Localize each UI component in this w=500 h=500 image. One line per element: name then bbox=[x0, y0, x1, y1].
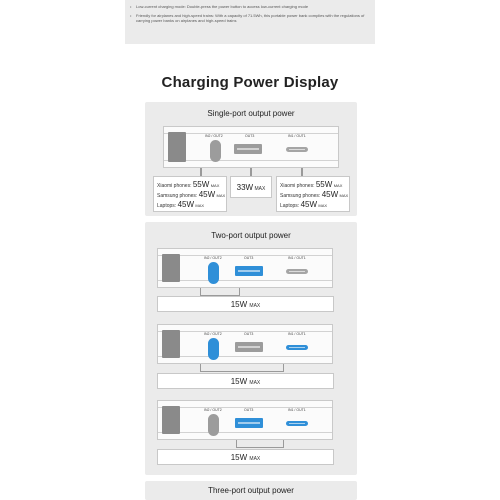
three-port-section bbox=[145, 481, 357, 500]
feature-bullet-low-current: • Low-current charging mode: Double-press the power button to access low-current charging mode bbox=[136, 4, 366, 9]
usb-a-port-icon bbox=[234, 144, 262, 154]
usb-c-port-icon bbox=[208, 414, 219, 436]
usb-c-slot-icon bbox=[286, 345, 308, 350]
power-bank-device: IN2 / OUT2 OUT3 IN1 / OUT1 bbox=[157, 324, 333, 364]
single-port-title: Single-port output power bbox=[207, 109, 295, 118]
combo-power-bar: 15W MAX bbox=[157, 296, 334, 312]
two-port-section bbox=[145, 222, 357, 475]
usb-c-slot-icon bbox=[286, 421, 308, 426]
single-middle-info: 33W MAX bbox=[230, 176, 272, 198]
combo-power-bar: 15W MAX bbox=[157, 449, 334, 465]
usb-a-port-icon bbox=[235, 418, 263, 428]
usb-c-slot-icon bbox=[286, 147, 308, 152]
single-right-info: Xiaomi phones: 55W MAX Samsung phones: 45W MAX Laptops: 45W MAX bbox=[276, 176, 350, 212]
port-label-in2: IN2 / OUT2 bbox=[205, 134, 223, 138]
usb-c-slot-icon bbox=[286, 269, 308, 274]
usb-a-port-icon bbox=[235, 342, 263, 352]
port-label-in1: IN1 / OUT1 bbox=[288, 134, 306, 138]
single-left-info: Xiaomi phones: 55W MAX Samsung phones: 45W MAX Laptops: 45W MAX bbox=[153, 176, 227, 212]
power-bank-device: IN2 / OUT2 OUT3 IN1 / OUT1 bbox=[157, 248, 333, 288]
usb-a-port-icon bbox=[235, 266, 263, 276]
combo-power-bar: 15W MAX bbox=[157, 373, 334, 389]
usb-c-port-icon bbox=[210, 140, 221, 162]
usb-c-port-icon bbox=[208, 338, 219, 360]
page-title: Charging Power Display bbox=[161, 74, 339, 91]
single-port-section bbox=[145, 102, 357, 216]
feature-bullet-airplane: • Friendly for airplanes and high-speed trains: With a capacity of 71.5Wh, this portable power bank complies with the regulations of carrying power banks on airplanes and high-speed trains bbox=[136, 13, 366, 23]
power-bank-device bbox=[163, 126, 339, 168]
port-label-out3: OUT3 bbox=[245, 134, 255, 138]
two-port-title: Two-port output power bbox=[211, 231, 291, 240]
usb-c-port-icon bbox=[208, 262, 219, 284]
device-end-cap bbox=[168, 132, 186, 162]
power-bank-device: IN2 / OUT2 OUT3 IN1 / OUT1 bbox=[157, 400, 333, 440]
three-port-title: Three-port output power bbox=[208, 486, 294, 495]
